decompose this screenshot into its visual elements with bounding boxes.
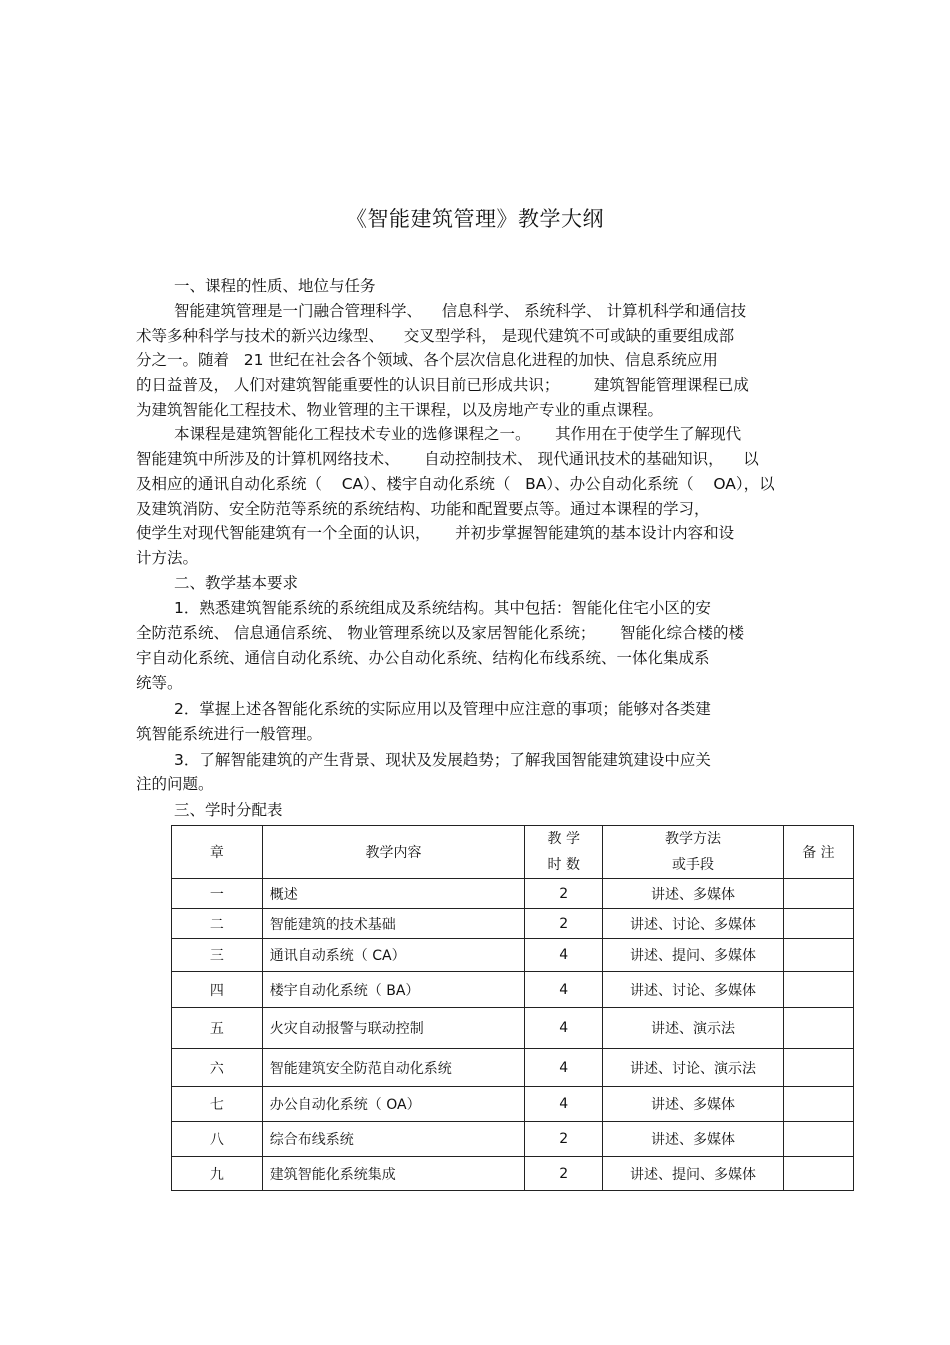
paragraph-line: 1．熟悉建筑智能系统的系统组成及系统结构。其中包括：智能化住宅小区的安	[174, 599, 711, 617]
cell-hours: 4	[525, 1049, 603, 1087]
cell-remarks	[783, 909, 853, 939]
cell-chapter: 一	[172, 879, 263, 909]
cell-chapter: 八	[172, 1122, 263, 1157]
paragraph-line: 及建筑消防、安全防范等系统的系统结构、功能和配置要点等。通过本课程的学习，	[136, 500, 710, 518]
cell-chapter: 五	[172, 1008, 263, 1049]
cell-content: 楼宇自动化系统（ BA）	[262, 972, 524, 1008]
cell-method: 讲述、讨论、多媒体	[603, 909, 784, 939]
cell-chapter: 三	[172, 939, 263, 972]
table-row	[172, 972, 854, 1008]
table-row	[172, 1157, 854, 1191]
paragraph-line: 本课程是建筑智能化工程技术专业的选修课程之一。 其作用在于使学生了解现代	[174, 425, 742, 443]
paragraph-line: 3．了解智能建筑的产生背景、现状及发展趋势；了解我国智能建筑建设中应关	[174, 751, 711, 769]
header-hours-line2: 时 数	[547, 857, 580, 873]
cell-hours: 4	[525, 972, 603, 1008]
table-row	[172, 879, 854, 909]
cell-hours: 2	[525, 879, 603, 909]
cell-method: 讲述、提问、多媒体	[603, 1157, 784, 1191]
paragraph-line: 筑智能系统进行一般管理。	[136, 725, 323, 743]
cell-method: 讲述、多媒体	[603, 879, 784, 909]
table-row	[172, 939, 854, 972]
paragraph-line: 计方法。	[136, 549, 199, 567]
section-heading-1: 一、课程的性质、地位与任务	[174, 277, 376, 295]
table-row	[172, 1008, 854, 1049]
document-title: 《智能建筑管理》教学大纲	[346, 207, 604, 231]
cell-hours: 2	[525, 1157, 603, 1191]
paragraph-line: 的日益普及， 人们对建筑智能重要性的认识目前已形成共识； 建筑智能管理课程已成	[136, 376, 749, 394]
paragraph-line: 统等。	[136, 674, 183, 692]
cell-remarks	[783, 939, 853, 972]
table-header-row	[172, 826, 854, 879]
paragraph-line: 为建筑智能化工程技术、物业管理的主干课程，以及房地产专业的重点课程。	[136, 401, 664, 419]
cell-remarks	[783, 1049, 853, 1087]
header-content: 教学内容	[262, 826, 524, 879]
header-hours	[525, 826, 603, 879]
paragraph-line: 使学生对现代智能建筑有一个全面的认识， 并初步掌握智能建筑的基本设计内容和设	[136, 524, 735, 542]
header-chapter: 章	[172, 826, 263, 879]
cell-content: 综合布线系统	[262, 1122, 524, 1157]
cell-hours: 4	[525, 1087, 603, 1122]
paragraph-line: 2．掌握上述各智能化系统的实际应用以及管理中应注意的事项；能够对各类建	[174, 700, 711, 718]
cell-remarks	[783, 1122, 853, 1157]
header-remarks: 备 注	[783, 826, 853, 879]
cell-content: 通讯自动系统（ CA）	[262, 939, 524, 972]
paragraph-line: 全防范系统、 信息通信系统、 物业管理系统以及家居智能化系统； 智能化综合楼的楼	[136, 624, 744, 642]
cell-content: 智能建筑的技术基础	[262, 909, 524, 939]
cell-chapter: 七	[172, 1087, 263, 1122]
cell-remarks	[783, 1087, 853, 1122]
table-row	[172, 1122, 854, 1157]
cell-method: 讲述、讨论、演示法	[603, 1049, 784, 1087]
cell-method: 讲述、讨论、多媒体	[603, 972, 784, 1008]
section-heading-2: 二、教学基本要求	[174, 574, 299, 592]
cell-content: 火灾自动报警与联动控制	[262, 1008, 524, 1049]
paragraph-line: 智能建筑管理是一门融合管理科学、 信息科学、 系统科学、 计算机科学和通信技	[174, 302, 747, 320]
table-row	[172, 1049, 854, 1087]
header-method-line2: 或手段	[672, 857, 715, 873]
cell-hours: 4	[525, 939, 603, 972]
hours-allocation-table	[171, 825, 854, 1191]
table-row	[172, 1087, 854, 1122]
cell-method: 讲述、多媒体	[603, 1122, 784, 1157]
cell-content: 建筑智能化系统集成	[262, 1157, 524, 1191]
paragraph-line: 注的问题。	[136, 775, 214, 793]
cell-remarks	[783, 879, 853, 909]
cell-hours: 2	[525, 909, 603, 939]
paragraph-line: 分之一。随着 21 世纪在社会各个领域、各个层次信息化进程的加快、信息系统应用	[136, 351, 718, 369]
cell-chapter: 二	[172, 909, 263, 939]
section-heading-3: 三、学时分配表	[174, 801, 283, 819]
paragraph-line: 术等多种科学与技术的新兴边缘型、 交叉型学科， 是现代建筑不可或缺的重要组成部	[136, 327, 735, 345]
cell-method: 讲述、多媒体	[603, 1087, 784, 1122]
paragraph-line: 宇自动化系统、通信自动化系统、办公自动化系统、结构化布线系统、一体化集成系	[136, 649, 710, 667]
paragraph-line: 及相应的通讯自动化系统（ CA）、楼宇自动化系统（ BA）、办公自动化系统（ OA），以	[136, 475, 775, 493]
cell-chapter: 九	[172, 1157, 263, 1191]
cell-hours: 4	[525, 1008, 603, 1049]
header-method-line1: 教学方法	[665, 831, 722, 847]
cell-remarks	[783, 1157, 853, 1191]
cell-chapter: 六	[172, 1049, 263, 1087]
cell-content: 智能建筑安全防范自动化系统	[262, 1049, 524, 1087]
header-method	[603, 826, 784, 879]
paragraph-line: 智能建筑中所涉及的计算机网络技术、 自动控制技术、 现代通讯技术的基础知识， 以	[136, 450, 759, 468]
cell-hours: 2	[525, 1122, 603, 1157]
header-hours-line1: 教 学	[547, 831, 580, 847]
table-row	[172, 909, 854, 939]
cell-chapter: 四	[172, 972, 263, 1008]
cell-content: 办公自动化系统（ OA）	[262, 1087, 524, 1122]
cell-remarks	[783, 972, 853, 1008]
cell-remarks	[783, 1008, 853, 1049]
cell-method: 讲述、演示法	[603, 1008, 784, 1049]
cell-content: 概述	[262, 879, 524, 909]
cell-method: 讲述、提问、多媒体	[603, 939, 784, 972]
